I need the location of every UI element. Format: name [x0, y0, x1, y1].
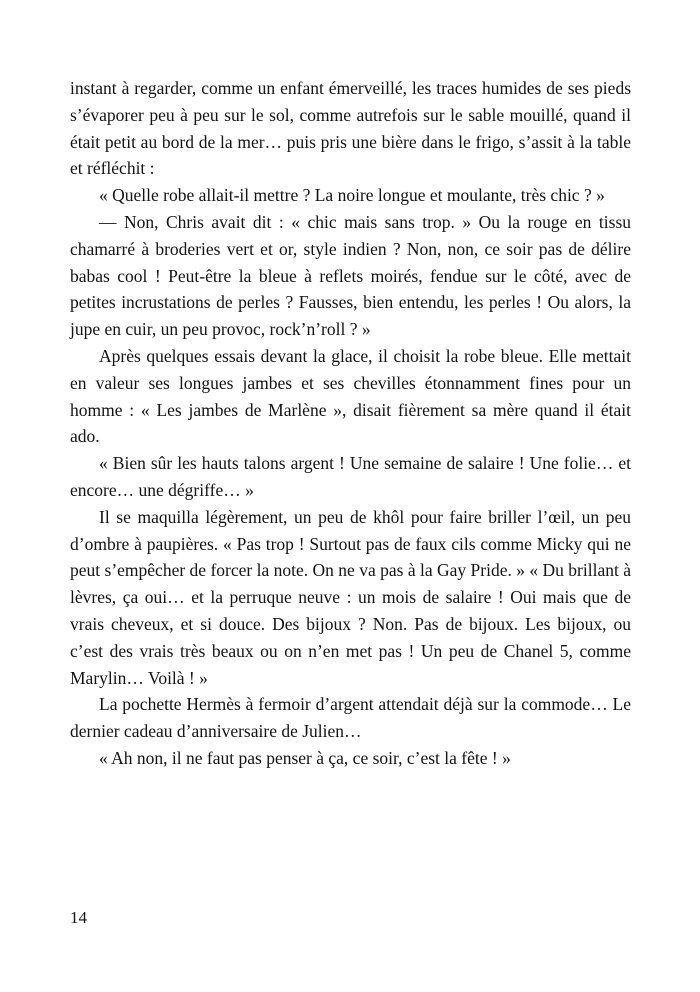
- page-number: 14: [70, 908, 87, 927]
- paragraph: Il se maquilla légèrement, un peu de khôl pour faire briller l’œil, un peu d’ombre à paupières. « Pas trop ! Surtout pas de faux cils comme Micky qui ne peut s’empêcher de forcer la note. On ne va pas à la Gay Pride. » « Du brillant à lèvres, ça oui… et la perruque neuve : un mois de salaire ! Oui mais que de vrais cheveux, et si douce. Des bijoux ? Non. Pas de bijoux. Les bijoux, ou c’est des vrais très beaux ou on n’en met pas ! Un peu de Chanel 5, comme Marylin… Voilà ! »: [70, 506, 631, 688]
- paragraph: Après quelques essais devant la glace, il choisit la robe bleue. Elle mettait en valeur ses longues jambes et ses chevilles étonnamment fines pour un homme : « Les jambes de Marlène », disait fièrement sa mère quand il était ado.: [70, 345, 631, 447]
- paragraph: « Bien sûr les hauts talons argent ! Une semaine de salaire ! Une folie… et encore… une dégriffe… »: [70, 453, 631, 500]
- text-block: [70, 75, 631, 772]
- paragraph: — Non, Chris avait dit : « chic mais sans trop. » Ou la rouge en tissu chamarré à broderies vert et or, style indien ? Non, non, ce soir pas de délire babas cool ! Peut-être la bleue à reflets moirés, fendue sur le côté, avec de petites incrustations de perles ? Fausses, bien entendu, les perles ! Ou alors, la jupe en cuir, un peu provoc, rock’n’roll ? »: [70, 211, 631, 340]
- paragraph: « Quelle robe allait-il mettre ? La noire longue et moulante, très chic ? »: [99, 185, 605, 206]
- paragraph: « Ah non, il ne faut pas penser à ça, ce soir, c’est la fête ! »: [99, 747, 511, 768]
- paragraph: instant à regarder, comme un enfant émerveillé, les traces humides de ses pieds s’évaporer peu à peu sur le sol, comme autrefois sur le sable mouillé, quand il était petit au bord de la mer… puis pris une bière dans le frigo, s’assit à la table et réfléchit :: [70, 78, 631, 179]
- paragraph: La pochette Hermès à fermoir d’argent attendait déjà sur la commode… Le dernier cadeau d’anniversaire de Julien…: [70, 694, 631, 742]
